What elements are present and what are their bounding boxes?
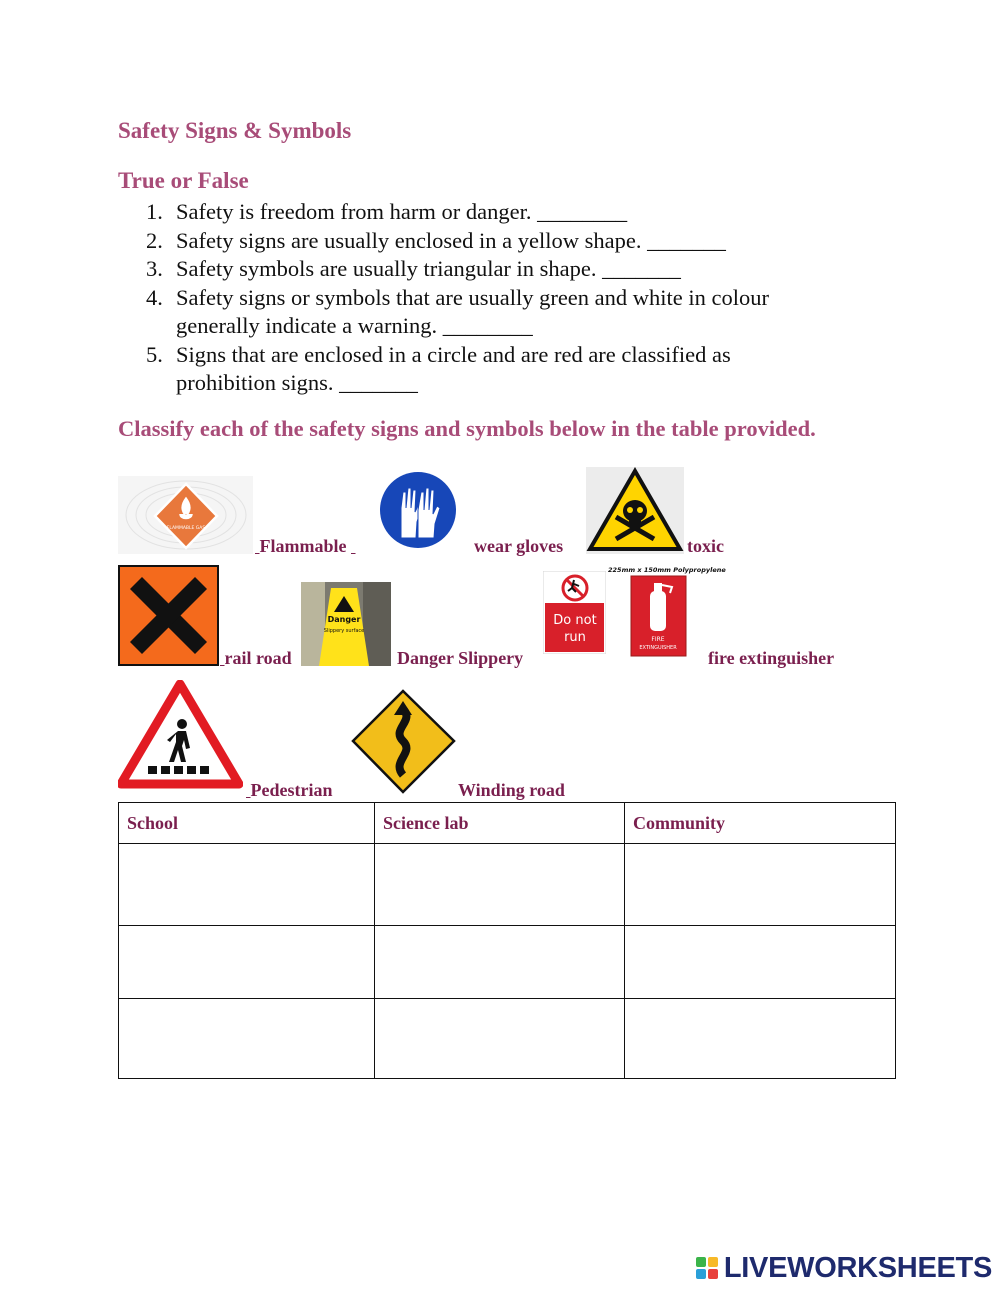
gloves-icon — [401, 488, 440, 538]
table-cell[interactable] — [625, 844, 896, 926]
do-not-run-line2: run — [564, 630, 586, 645]
logo-tiles-icon — [696, 1257, 718, 1279]
pedestrian-label: Pedestrian — [250, 780, 333, 800]
winding-road-label: Winding road — [458, 780, 565, 800]
rail-road-sign — [118, 565, 219, 666]
question-item — [118, 227, 878, 256]
danger-slippery-label: Danger Slippery — [397, 648, 524, 668]
table-row — [119, 844, 896, 926]
winding-road-sign — [351, 689, 456, 794]
question-item — [118, 198, 878, 227]
table-cell[interactable] — [375, 926, 625, 999]
question-item — [118, 255, 878, 284]
question-text: Safety is freedom from harm or danger. ________ — [176, 199, 628, 224]
table-cell[interactable] — [375, 999, 625, 1079]
do-not-run-line1: Do not — [553, 613, 597, 628]
header-school: School — [119, 803, 375, 844]
question-text-continued: prohibition signs. _______ — [176, 370, 418, 395]
table-cell[interactable] — [119, 999, 375, 1079]
question-item — [118, 284, 878, 341]
true-false-heading: True or False — [118, 168, 249, 193]
page-title: Safety Signs & Symbols — [118, 118, 352, 143]
question-item — [118, 341, 878, 398]
question-number: 4. — [146, 284, 163, 310]
sign-size-note: 225mm x 150mm Polypropylene — [608, 566, 726, 574]
fire-extinguisher-label: fire extinguisher — [708, 648, 835, 668]
fire-sign-line1: FIRE — [651, 636, 665, 643]
wear-gloves-sign — [368, 466, 469, 554]
toxic-sign — [586, 467, 684, 554]
classify-instruction: Classify each of the safety signs and symbols below in the table provided. — [118, 416, 816, 441]
header-science-lab: Science lab — [375, 803, 625, 844]
table-row — [119, 926, 896, 999]
fire-sign-line2: EXTINGUISHER — [639, 645, 677, 651]
flammable-label: Flammable — [259, 536, 347, 556]
question-number: 3. — [146, 256, 163, 281]
slippery-board-subtitle: Slippery surface — [323, 628, 365, 634]
table-cell[interactable] — [119, 844, 375, 926]
classification-table — [118, 802, 896, 1079]
do-not-run-sign — [543, 571, 606, 654]
table-cell[interactable] — [625, 999, 896, 1079]
question-text-continued: generally indicate a warning. ________ — [176, 313, 533, 338]
pedestrian-crossing-sign — [118, 680, 243, 790]
toxic-label: toxic — [687, 536, 724, 556]
table-header-row — [119, 803, 896, 844]
slippery-board-title: Danger — [327, 615, 361, 624]
flammable-plate-text: FLAMMABLE GAS — [166, 526, 206, 531]
question-number: 2. — [146, 227, 163, 253]
rail-road-label: rail road — [224, 648, 292, 668]
liveworksheets-logo — [696, 1250, 992, 1286]
true-false-list — [118, 198, 878, 398]
header-community: Community — [625, 803, 896, 844]
question-text: Safety signs are usually enclosed in a yellow shape. _______ — [176, 227, 726, 253]
logo-text: LIVEWORKSHEETS — [723, 1251, 992, 1284]
wear-gloves-label: wear gloves — [474, 536, 564, 556]
danger-slippery-sign — [301, 582, 391, 666]
table-cell[interactable] — [625, 926, 896, 999]
table-cell[interactable] — [375, 844, 625, 926]
table-cell[interactable] — [119, 926, 375, 999]
flammable-gas-sign — [118, 476, 253, 554]
question-number: 5. — [146, 341, 163, 367]
question-text: Safety symbols are usually triangular in shape. _______ — [176, 256, 681, 281]
question-text: Signs that are enclosed in a circle and are red are classified as — [176, 341, 731, 367]
table-row — [119, 999, 896, 1079]
question-number: 1. — [146, 199, 163, 224]
question-text: Safety signs or symbols that are usually green and white in colour — [176, 284, 769, 310]
fire-extinguisher-sign — [630, 575, 687, 657]
